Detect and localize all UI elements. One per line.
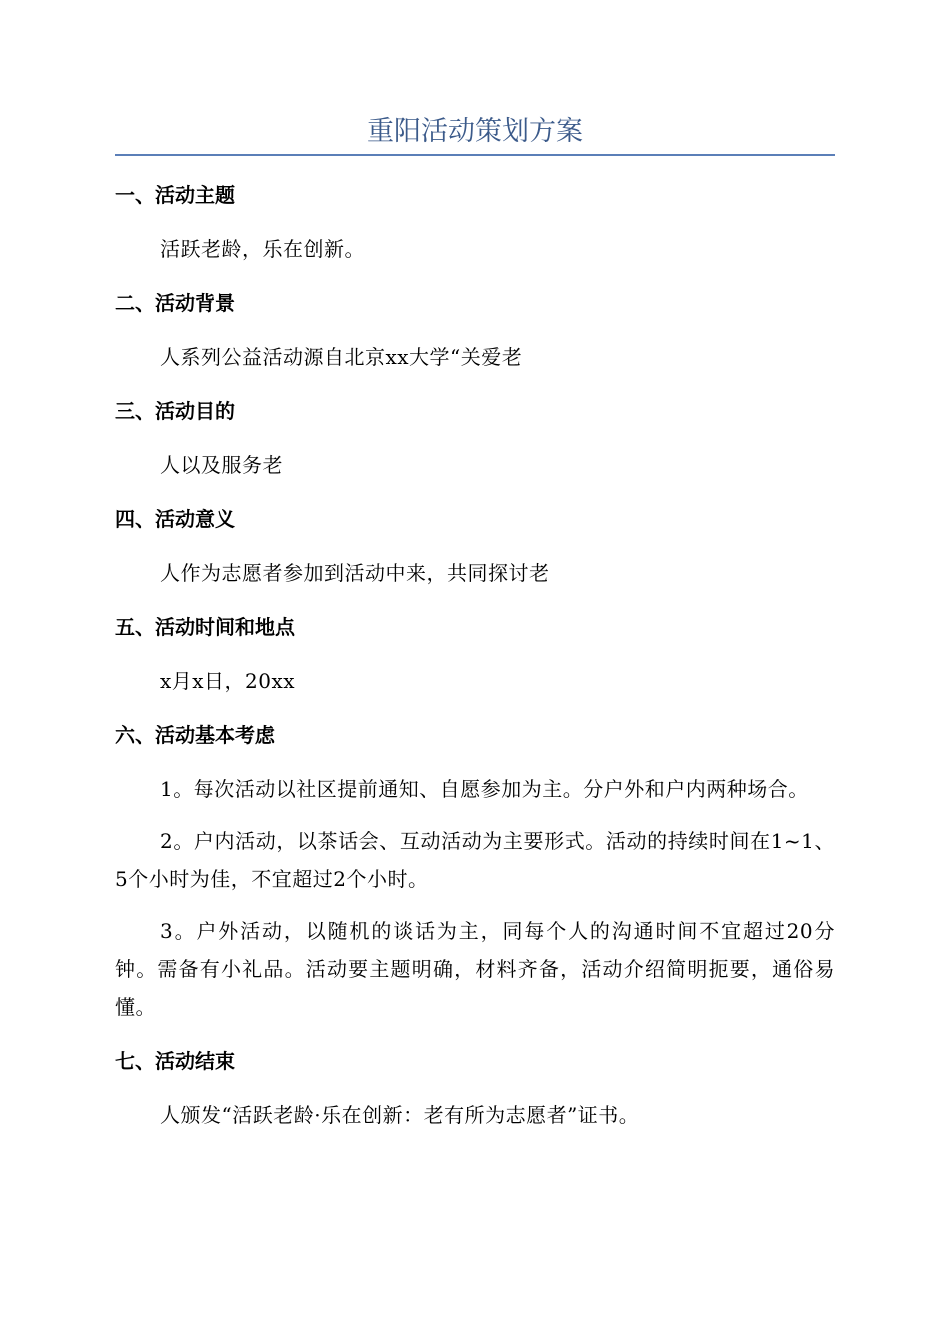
section-paragraph: 活跃老龄，乐在创新。: [160, 237, 365, 261]
section-paragraph: 1。每次活动以社区提前通知、自愿参加为主。分户外和户内两种场合。: [160, 777, 809, 801]
section-heading: 一、活动主题: [115, 183, 235, 207]
section-paragraph: 人作为志愿者参加到活动中来，共同探讨老: [160, 561, 550, 585]
section-conclusion: [115, 1046, 835, 1134]
section-paragraph: 2。户内活动，以茶话会、互动活动为主要形式。活动的持续时间在1~1、5个小时为佳，不宜超过2个小时。: [115, 829, 835, 891]
section-heading: 五、活动时间和地点: [115, 615, 295, 639]
section-theme: [115, 180, 835, 268]
document-title: 重阳活动策划方案: [367, 116, 583, 147]
section-heading: 六、活动基本考虑: [115, 723, 275, 747]
section-time-place: [115, 612, 835, 700]
section-paragraph: 人以及服务老: [160, 453, 283, 477]
section-heading: 四、活动意义: [115, 507, 235, 531]
section-heading: 二、活动背景: [115, 291, 235, 315]
section-paragraph: 3。户外活动，以随机的谈话为主，同每个人的沟通时间不宜超过20分钟。需备有小礼品。活动要主题明确，材料齐备，活动介绍简明扼要，通俗易懂。: [115, 919, 835, 1019]
section-heading: 三、活动目的: [115, 399, 235, 423]
section-considerations: [115, 720, 835, 1026]
section-background: [115, 288, 835, 376]
section-purpose: [115, 396, 835, 484]
section-paragraph: 人颁发“活跃老龄·乐在创新：老有所为志愿者”证书。: [160, 1103, 640, 1127]
section-paragraph: x月x日，20xx: [160, 669, 296, 693]
section-paragraph: 人系列公益活动源自北京xx大学“关爱老: [160, 345, 523, 369]
document-body: [115, 172, 835, 1154]
section-heading: 七、活动结束: [115, 1049, 235, 1073]
title-underline: [115, 154, 835, 156]
section-significance: [115, 504, 835, 592]
